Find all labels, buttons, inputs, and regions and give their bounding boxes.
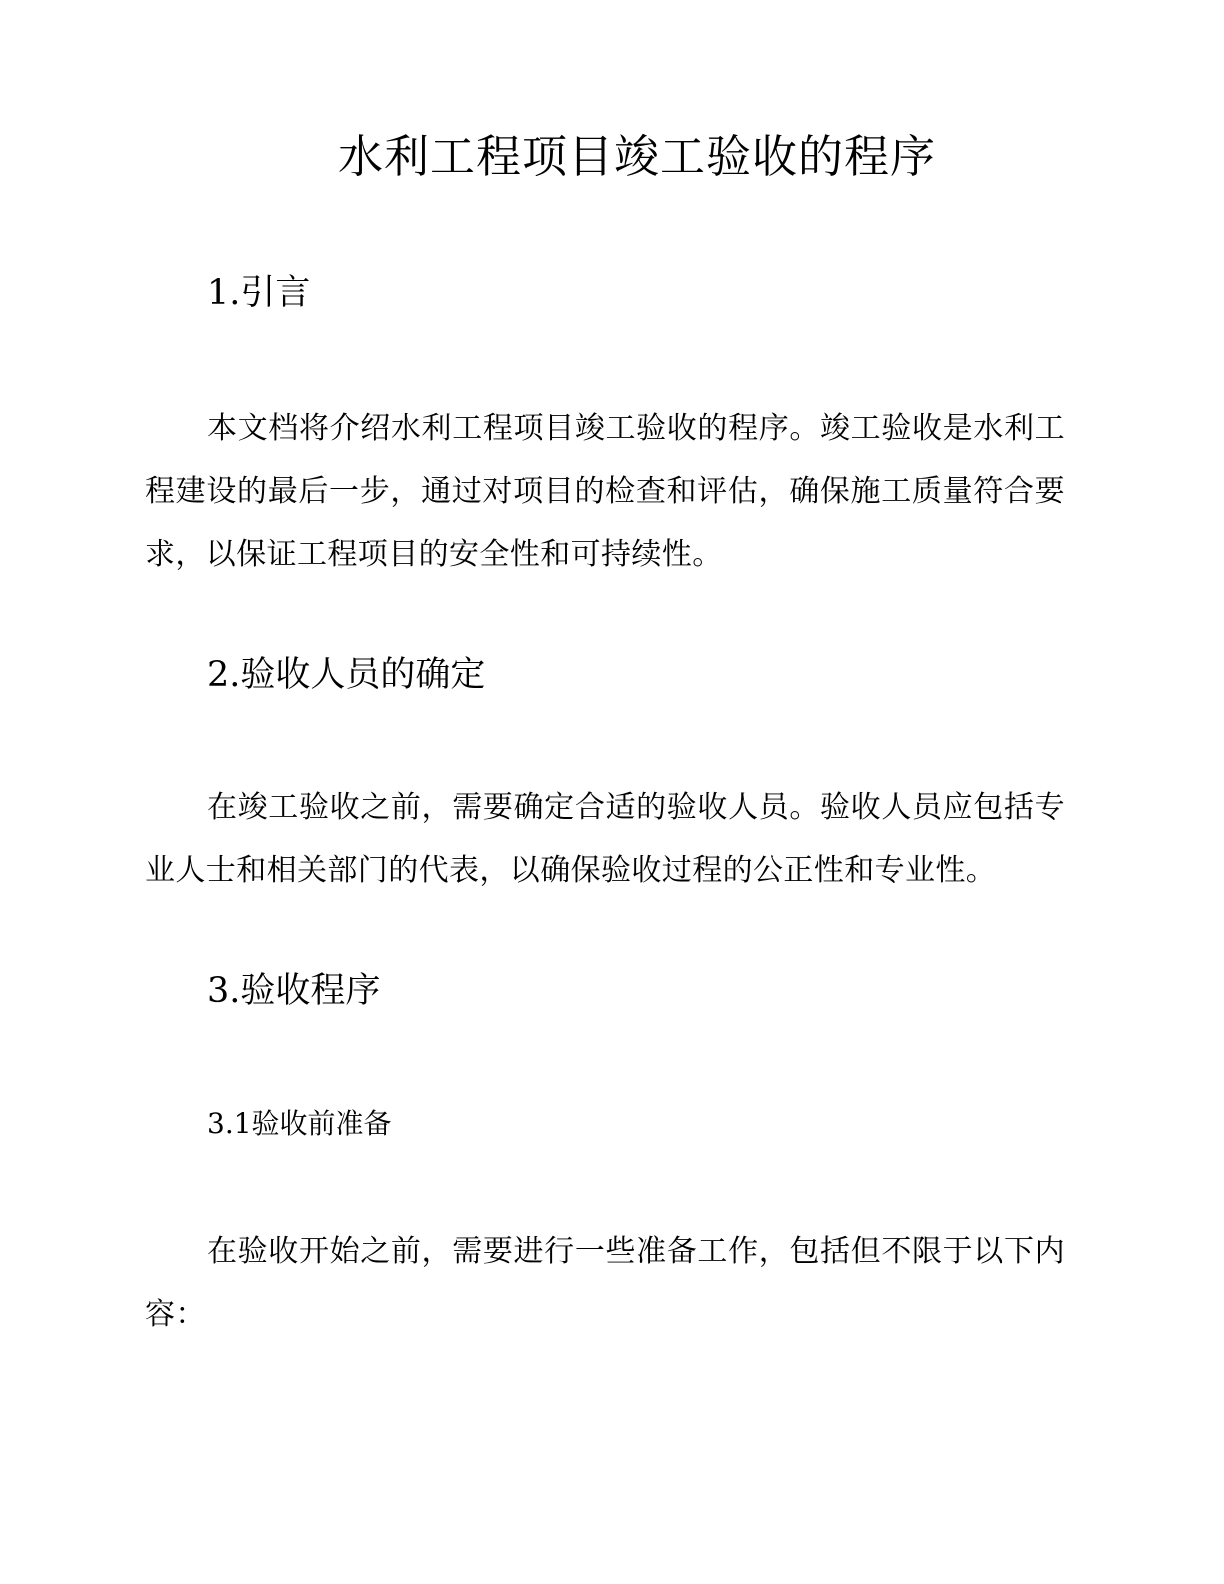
section-heading-personnel: 2.验收人员的确定	[207, 655, 486, 695]
subsection-heading-preparation: 3.1验收前准备	[207, 1107, 392, 1140]
section-heading-procedure: 3.验收程序	[207, 971, 381, 1011]
document-title: 水利工程项目竣工验收的程序	[337, 130, 936, 183]
subsection-paragraph-preparation: 在验收开始之前，需要进行一些准备工作，包括但不限于以下内容：	[145, 1234, 1065, 1332]
section-paragraph-personnel: 在竣工验收之前，需要确定合适的验收人员。验收人员应包括专业人士和相关部门的代表，以确保验收过程的公正性和专业性。	[145, 790, 1065, 888]
section-heading-introduction: 1.引言	[207, 273, 311, 313]
section-paragraph-introduction: 本文档将介绍水利工程项目竣工验收的程序。竣工验收是水利工程建设的最后一步，通过对项目的检查和评估，确保施工质量符合要求，以保证工程项目的安全性和可持续性。	[145, 411, 1065, 572]
